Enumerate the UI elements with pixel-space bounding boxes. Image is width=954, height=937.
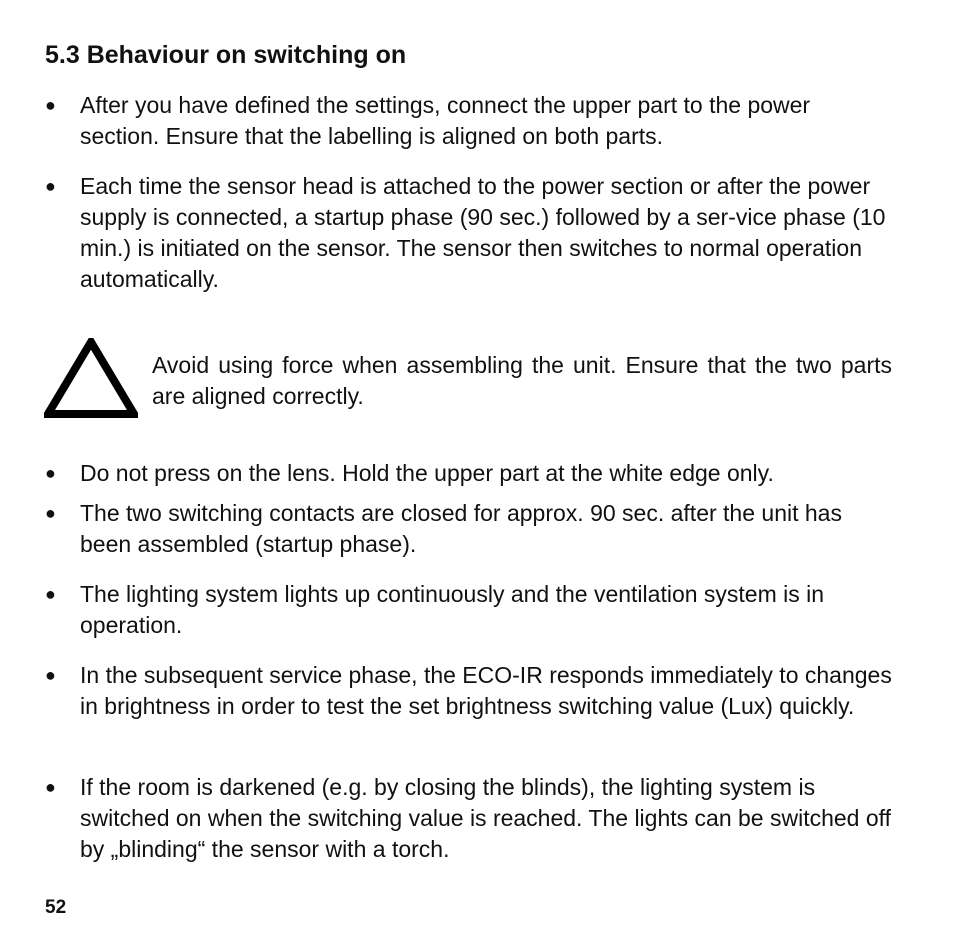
list-item-text: The lighting system lights up continuously and the ventilation system is in operation. — [80, 581, 825, 638]
page-number: 52 — [45, 897, 67, 918]
list-item — [45, 579, 895, 641]
bullet-icon: ● — [45, 463, 56, 483]
list-item — [45, 772, 895, 865]
list-item — [45, 498, 895, 560]
list-item-text: Do not press on the lens. Hold the upper part at the white edge only. — [80, 460, 774, 486]
bullet-icon: ● — [45, 95, 56, 115]
bullet-icon: ● — [45, 584, 56, 604]
warning-note-text: Avoid using force when assembling the unit. Ensure that the two parts are aligned correctly. — [152, 352, 892, 409]
section-heading: 5.3 Behaviour on switching on — [45, 41, 407, 69]
list-item-text: If the room is darkened (e.g. by closing the blinds), the lighting system is switched on when the switching value is reached. The lights can be switched off by „blinding“ the sensor with a torch. — [80, 774, 892, 862]
bullet-icon: ● — [45, 777, 56, 797]
list-item-text: Each time the sensor head is attached to the power section or after the power supply is connected, a startup phase (90 sec.) followed by a ser-vice phase (10 min.) is initiated on the sensor. The sensor then switches to normal operation automatically. — [80, 173, 886, 292]
bullet-icon: ● — [45, 176, 56, 196]
list-item — [45, 660, 895, 722]
bullet-icon: ● — [45, 503, 56, 523]
list-item — [45, 171, 895, 295]
list-item — [45, 90, 895, 152]
list-item — [45, 458, 895, 489]
list-item-text: In the subsequent service phase, the ECO-IR responds immediately to changes in brightness in order to test the set brightness switching value (Lux) quickly. — [80, 662, 892, 719]
bullet-icon: ● — [45, 665, 56, 685]
warning-triangle-icon — [44, 338, 138, 418]
list-item-text: After you have defined the settings, connect the upper part to the power section. Ensure that the labelling is aligned on both parts. — [80, 92, 811, 149]
list-item-text: The two switching contacts are closed for approx. 90 sec. after the unit has been assembled (startup phase). — [80, 500, 842, 557]
